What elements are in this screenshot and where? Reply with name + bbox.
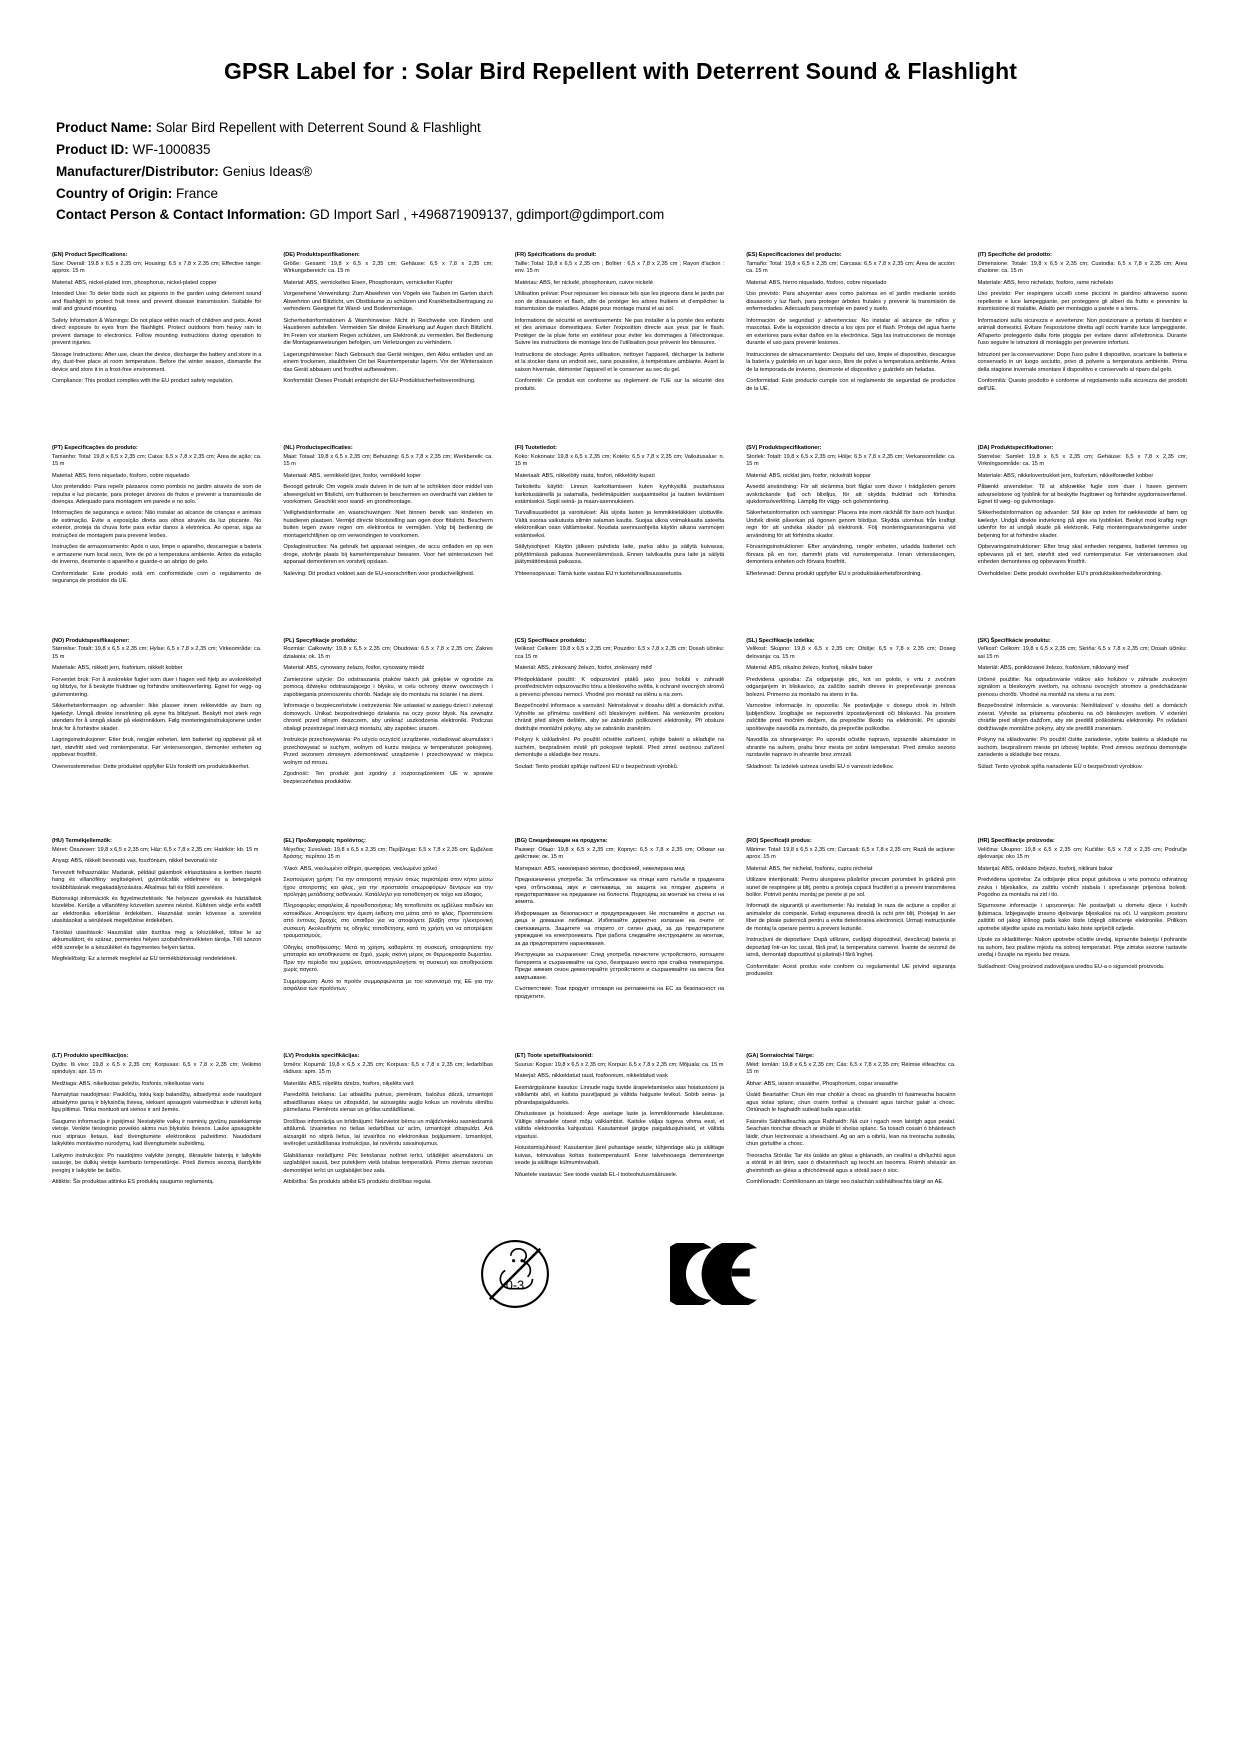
language-paragraph: Materiál: ABS, poniklované železo, fosfónium, niklovaný meď xyxy=(977,665,1129,672)
language-heading: (SL) Specifikacije izdelka: xyxy=(746,637,815,644)
language-paragraph: Conformidad: Este producto cumple con el reglamento de seguridad de productos de la UE. xyxy=(746,378,956,392)
language-heading: (ES) Especificaciones del producto: xyxy=(746,252,842,259)
language-paragraph: Materiaali: ABS, nikkelöity rauta, fosfori, nikkelöity kupari xyxy=(514,472,655,479)
language-paragraph: Úsáid Beartaithe: Chun éin mar cholúir a chosc sa ghairdín trí fuaimeacha bacainn agus solas splanc, chun crainn torthaí a chosaint agus tarchur galair a chosc. Oiriúnach le haghaidh suiteáil balla agus urláir. xyxy=(746,1092,956,1114)
language-paragraph: Οδηγίες αποθήκευσης: Μετά τη χρήση, καθαρίστε τη συσκευή, αποφορτίστε την μπαταρία και αποθηκεύστε σε ξηρό, χωρίς σκόνη μέρος σε θερμοκρασία δωματίου. Πριν την περίοδο του χειμώνα, αποσυναρμολογήστε τη συσκευή και αποθηκεύστε χωρίς παγετό. xyxy=(283,944,493,974)
language-paragraph: Ábhar: ABS, iarann snasaithe, Phosphorium, copar snasaithe xyxy=(746,1080,898,1087)
ce-marking-icon xyxy=(670,1243,762,1305)
language-paragraph: Drošības informācija un brīdinājumi: Neizvietot bērnu un mājdzīvnieku sasniedzamā attālumā. Izvairieties no tiešas iedarbības uz acīm, izmantojot zibspuldzi. Ārā aizsargāt no stiprā lietus, lai izvairītos no elektronikas bojājumiem. Izmantojot, ievērojiet uzstādīšanas instrukcijas, lai novērstu savainojumus. xyxy=(283,1118,493,1148)
language-block xyxy=(515,445,726,590)
language-block xyxy=(515,1053,726,1190)
language-row xyxy=(52,1053,1189,1212)
language-paragraph: Dydis: Iš viso: 19,8 x 6,5 x 2,35 cm; Korpusas: 6,5 x 7,8 x 2,35 cm; Veikimo spindulys: apr. 15 m xyxy=(52,1061,262,1076)
language-paragraph: Opbevaringsinstruktioner: Efter brug skal enheden rengøres, batteriet tømmes og opbevares på et tørt, støvfrit sted ved rumtemperatur. Før vintersæsonen skal enheden demonteres og opbevares frostfrit. xyxy=(977,544,1187,566)
language-paragraph: Material: ABS, vernickeltes Eisen, Phosphonium, vernickelter Kupfer xyxy=(283,279,453,286)
language-paragraph: Forventet bruk: For å avskrekke fugler som duer i hagen ved hjelp av avskrekkelyd og blitzlys, for å beskytte frukttrær og forhindre smitteoverføring. Egnet for vegg- og gulvmontering. xyxy=(52,676,262,698)
language-paragraph: Skladnost: Ta izdelek ustreza uredbi EU o varnosti izdelkov. xyxy=(746,763,894,770)
language-block xyxy=(283,1053,494,1190)
language-paragraph: Upute za skladištenje: Nakon upotrebe očistite uređaj, ispraznite bateriju i pohranite na suhom, bez prašine mjestu na sobnoj temperaturi. Prije zimske sezone rastavite uređaj i čuvajte na mjestu bez mraza. xyxy=(977,937,1187,959)
language-paragraph: Instruções de armazenamento: Após o uso, limpe o aparelho, descarregue a bateria e armazene num local seco, livre de pó a temperatura ambiente. Antes da estação de inverno, desmonte o aparelho e guarde-o ao abrigo do gelo. xyxy=(52,544,262,566)
meta-row-product-name xyxy=(56,117,1189,139)
language-paragraph: Conformitate: Acest produs este conform cu regulamentul UE privind siguranța produselor. xyxy=(746,963,956,978)
contact-value: GD Import Sarl , +496871909137, gdimport@gdimport.com xyxy=(309,207,665,223)
language-block xyxy=(283,252,494,397)
language-paragraph: Předpokládané použití: K odpuzování ptáků jako jsou holubi v zahradě prostřednictvím odpuzovacího tónu a bleskového světla, k ochraně ovocných stromů a prevenci přenosu nemocí. Vhodné pro montáž na stěnu a na zem. xyxy=(514,676,725,698)
language-paragraph: Paredzētā lietošana: Lai atbaidītu putnus, piemēram, baložus dārzā, izmantojot atbaidīšanas skaņu un zibspuldzi, lai aizsargātu augļu kokus un novērstu slimību pārnešanu. Piemērots sienas un grīdas uzstādīšanai. xyxy=(283,1092,493,1114)
language-paragraph: Säkerhetsinformation och varningar: Placera inte inom räckhåll för barn och husdjur. Undvik direkt påverkan på ögonen genom blixtljus. Skydda utomhus från kraftigt regn för att undvika skador på elektronik. Följ monteringsanvisningarna vid användning för att förhindra skador. xyxy=(746,510,956,539)
language-block xyxy=(52,838,263,1005)
language-paragraph: Faisnéis Sábháilteachta agus Rabhaidh: Ná cuir i ngach reon laistigh agus peataí. Seachain tionchar díreach ar shúile trí sholas splanc. Sa tosach cosain ó bháisteach láidir, chun leictreonaic a sheachaint. Ag an am a oibriú, lean na treoracha suiteála, chun gortuithe a chosc. xyxy=(746,1118,956,1148)
language-paragraph: Storlek: Totalt: 19,8 x 6,5 x 2,35 cm; Hölje: 6,5 x 7,8 x 2,35 cm; Verkansområde: ca. 15 m xyxy=(746,453,956,468)
language-paragraph: Istruzioni per la conservazione: Dopo l'uso pulire il dispositivo, scaricare la batteria e conservarlo in un luogo asciutto, privo di polvere a temperatura ambiente. Prima della stagione invernale smontare il dispositivo e conservarlo al riparo dal gelo. xyxy=(977,351,1187,373)
language-paragraph: Conformità: Questo prodotto è conforme al regolamento sulla sicurezza dei prodotti dell'UE. xyxy=(977,378,1187,392)
language-block xyxy=(978,838,1189,1005)
language-paragraph: Avsedd användning: För att skrämma bort fåglar som duvor i trädgården genom avskräckande ljud och blixtljus, för att skydda fruktträd och förhindra sjukdomsöverföring. Lämplig för vägg- och golvmontering. xyxy=(746,484,956,505)
language-paragraph: Предназначена употреба: За отблъскване на птици като гълъби в градината чрез отблъскващ звук и светкавица, за защита на плодни дървета и предотвратяване на предаване на болести. Подходящ за монтаж на стена и на земята. xyxy=(514,877,725,906)
language-paragraph: Información de seguridad y advertencias: No instalar al alcance de niños y mascotas. Evite la exposición directa a los ojos por el flash. Proteja del agua fuerte en exteriores para evitar daños en la electrónica. Siga las instrucciones de montaje durante el uso para prevenir lesiones. xyxy=(746,317,956,347)
language-paragraph: Predvidena uporaba: Za odganjanje ptic, kot so golobi, v vrtu z zvočnim odganjanjem in bliskavico, za zaščito sadnih dreves in preprečevanje prenosa bolezni. Primerno za montažo na steno in tla. xyxy=(746,676,956,698)
language-paragraph: Suurus: Kogus: 19,8 x 6,5 x 2,35 cm; Korpus: 6,5 x 7,8 x 2,35 cm; Mõjuala: ca. 15 m xyxy=(514,1061,724,1068)
language-heading: (HR) Specifikacije proizvoda: xyxy=(977,838,1055,845)
language-paragraph: Soulad: Tento produkt splňuje nařízení EU o bezpečnosti výrobků. xyxy=(514,763,679,770)
language-paragraph: Hoiustamisjuhised: Kasutamise järel puhastage seade, tühjendage aku ja säilitage kuivas, tolmuvabas kohas toatemperatuuril. Enne talvehooaega demonteerige seade ja säilitage külmumisvabalt. xyxy=(514,1145,725,1167)
language-paragraph: Numatytas naudojimas: Paukščių, tokių kaip balandžių, atbaidymui sode naudojant atbaidymo garsą ir blyksinčią šviesą, siekiant apsaugoti vaismedžius ir užkirsti kelią ligų plitimui. Tinka montuoti ant sienos ir ant žemės. xyxy=(52,1092,262,1114)
language-paragraph: Atitiktis: Šis produktas atitinka ES produktų saugumo reglamentą. xyxy=(52,1179,214,1186)
language-paragraph: Инструкции за съхранение: След употреба почистете устройството, изтощете батерията и съхранявайте на сухо, безпрашно място при стайна температура. Преди зимния сезон демонтирайте устройството и съхранявайте на места без замръзване. xyxy=(514,952,725,981)
language-paragraph: Uso previsto: Per respingere uccelli come piccioni in giardino attraverso suono repellente e luce lampeggiante, per proteggere gli alberi da frutto e prevenire la trasmissione di malattie. Adatto per montaggio a parete e a terra. xyxy=(977,291,1187,313)
country-value: France xyxy=(176,185,219,201)
language-block xyxy=(283,445,494,590)
language-paragraph: Συμμόρφωση: Αυτό το προϊόν συμμορφώνεται με τον κανονισμό της ΕΕ για την ασφάλεια των προϊόντων. xyxy=(283,978,493,993)
product-name-label: Product Name: xyxy=(56,120,153,136)
language-paragraph: Medžiaga: ABS, nikeliuotas geležis, fosfonis, nikeliuotas varis xyxy=(52,1080,205,1087)
language-heading: (LT) Produkto specifikacijos: xyxy=(52,1053,129,1060)
language-block xyxy=(746,1053,957,1190)
language-paragraph: Størrelse: Totalt: 19,8 x 6,5 x 2,35 cm; Hylse: 6,5 x 7,8 x 2,35 cm; Virkeområde: ca. 15 m xyxy=(52,646,262,660)
language-paragraph: Efterlevnad: Denna produkt uppfyller EU:s produktsäkerhetsförordning. xyxy=(746,570,922,577)
language-paragraph: Lagringsinstruksjoner: Etter bruk, rengjør enheten, lørn batteriet og oppbevar på et tørt, støvfritt sted ved romtemperatur. Før vintersesongen, demonter enheten og oppbevar frostfritt. xyxy=(52,737,262,759)
language-paragraph: Sicherheitsinformationen & Warnhinweise: Nicht in Reichweite von Kindern und Haustieren aufstellen. Vermeiden Sie direkte Einwirkung auf Augen durch Blitzlicht. Im Freien vor starkem Regen schützen, um Elektronik zu vermeiden. Bei Bedienung die Montageanweisungen befolgen, um Verletzungen zu verhindern. xyxy=(283,317,493,347)
language-paragraph: Velikost: Celkem: 19,8 x 6,5 x 2,35 cm; Pouzdro: 6,5 x 7,8 x 2,35 cm; Dosah účinku: cca 15 m xyxy=(514,646,725,660)
language-paragraph: Varnostne informacije in opozorila: Ne postavljajte v dosegu otrok in hišnih ljubljenčkov. Izogibajte se neposredni izpostavljenosti oči bliskavici. Na prostem zaščitite pred močnim dežjem, da preprečite škodo na elektroniki. Pri uporabi upoštevajte navodila za montažo, da preprečite poškodbe. xyxy=(746,703,956,732)
language-paragraph: Určené použitie: Na odpudzovanie vtákov ako holubov v záhrade zvukovým signálom a bleskovým svetlom, na ochranu ovocných stromov a predchádzanie prenosu chorôb. Vhodné na montáž na stenu a na zem. xyxy=(977,676,1187,698)
language-paragraph: Material: ABS, fier nichelat, fosfoniu, cupru nichelat xyxy=(746,865,873,872)
language-paragraph: Bezpečnostné informácie a varovania: Neinštalovať v dosahu detí a domácich zvierat. Vyhnite sa priamemu pôsobeniu na oči bleskovým svetlom. V exteriéri chráňte pred silným dažďom, aby ste predišli poškodeniu elektroniky. Pri ovládaní dodržiavajte montážne pokyny, aby ste predišli zraneniam. xyxy=(977,703,1187,732)
language-block xyxy=(746,252,957,397)
language-paragraph: Materiale: ABS, nikkelt jern, fosforium, nikkelt kobber xyxy=(52,665,183,672)
language-paragraph: Utilisation prévue: Pour repousser les oiseaux tels que les pigeons dans le jardin par son de dissuasion et flash, afin de protéger les arbres fruitiers et d'empêcher la transmission de maladies. Adapté pour montage mural et au sol. xyxy=(514,291,725,313)
language-paragraph: Πληροφορίες ασφαλείας & προειδοποιήσεις: Μη τοποθετείτε σε εμβέλεια παιδιών και κατοικίδιων. Αποφεύγετε την άμεση έκθεση στα μάτια από το φλας. Προστατεύστε από έντονες βροχές στο ύπαιθρο για να αποφύγετε βλάβη στην ηλεκτρονική συσκευή. Ακολουθήστε τις οδηγίες τοποθέτησης κατά τη χρήση για να αποτρέψετε τραυματισμούς. xyxy=(283,903,493,940)
language-paragraph: Informations de sécurité et avertissements: Ne pas installer à la portée des enfants et des animaux domestiques. Éviter l'exposition directe aux yeux par le flash. Protéger de la pluie forte en extérieur pour éviter les dommages à l'électronique. Suivre les instructions de montage lors de l'utilisation pour prévenir les blessures. xyxy=(514,317,725,347)
language-paragraph: Conformité: Ce produit est conforme au règlement de l'UE sur la sécurité des produits. xyxy=(514,378,725,392)
language-block xyxy=(978,252,1189,397)
language-block xyxy=(52,1053,263,1190)
language-paragraph: Navodila za shranjevanje: Po uporabi očistite napravo, izpraznite akumulator in shranite na suhem, prahu brez mesta pri sobni temperaturi. Pred zimsko sezono razstavite napravo in shranite brez zmrzali. xyxy=(746,737,956,759)
language-paragraph: Tamanho: Total: 19,8 x 6,5 x 2,35 cm; Caixa: 6,5 x 7,8 x 2,35 cm; Área de ação: ca. 15 m xyxy=(52,453,262,468)
language-paragraph: Materijal: ABS, oniklano željezo, fosforij, niklirani bakar xyxy=(977,865,1113,872)
language-paragraph: Ohutusteave ja hoiatused: Ärge asetage laste ja lemmikloomade käeulatusse. Vältige silmadele otsest mõju välklambist. Kaitske väljas tugeva vihma eest, et vältida elektroonika kahjustusi. Kasutamisel järgige paigaldusjuhiseid, et vältida vigastusi. xyxy=(514,1111,725,1140)
language-heading: (DA) Produktspecifikationer: xyxy=(977,445,1054,452)
language-row xyxy=(52,638,1189,812)
language-paragraph: Laikymo instrukcijos: Po naudojimo valykite įrenginį, iškraukite bateriją ir laikykite sausoje, be dulkių vietoje kambario temperatūroje. Prieš žiemos sezoną išardykite įrenginį ir laikykite be šalčio. xyxy=(52,1152,262,1174)
language-paragraph: Glabāšanas norādījumi: Pēc lietošanas notīriet ierīci, izlādējiet akumulatoru un uzglabājiet sausā, bez putekļiem vietā istabas temperatūrā. Pirms ziemas sezonas demontējiet ierīci un uzglabājiet bez sala. xyxy=(283,1152,493,1174)
language-block xyxy=(515,638,726,790)
meta-row-contact xyxy=(56,204,1189,226)
language-paragraph: Turvallisuustiedot ja varoitukset: Älä sijoita lasten ja lemmikkieläkkien ulottuville. Vältä suoraa vaikutusta silmiin salaman kautta. Suojaa ulkoa voimakkaalta sateelta elektroniikan osan vältämiseksi. Noudata asennusohjeita käytön aikana vammojen estämiseksi. xyxy=(514,510,725,539)
language-paragraph: Biztonsági információk és figyelmeztetések: Ne helyezze gyerekek és háziállatok közelébe. Kerülje a villanófény közvetlen szemre nézést. Kültéren védje erős esőtől az elektronika elkerülése érdekében. Használat során kövesse a szerelési utasításokat a sérülések megelőzése érdekében. xyxy=(52,895,262,925)
language-heading: (DE) Produktspezifikationen: xyxy=(283,252,360,259)
language-paragraph: Koko: Kokonais: 19,8 x 6,5 x 2,35 cm; Kotelo: 6,5 x 7,8 x 2,35 cm; Vaikutusalue: n. 15 m xyxy=(514,453,725,468)
language-paragraph: Mărime: Total: 19,8 x 6,5 x 2,35 cm; Carcasă: 6,5 x 7,8 x 2,35 cm; Rază de acțiune: aprox. 15 m xyxy=(746,846,956,861)
language-paragraph: Méid: Iomlán: 19,8 x 6,5 x 2,35 cm; Cás: 6,5 x 7,8 x 2,35 cm; Réimse éifeachta: ca. 15 m xyxy=(746,1061,956,1076)
not-for-children-under-3-icon xyxy=(480,1239,550,1309)
language-block xyxy=(978,638,1189,790)
language-paragraph: Material: ABS, ferro niquelado, fósforo, cobre niquelado xyxy=(52,472,190,479)
language-paragraph: Uso pretendido: Para repelir pássaros como pombos no jardim através de som de repulsa e luz piscante, para proteger árvores de frutos e prevenir a transmissão de doenças. Adequado para montagem em parede e no solo. xyxy=(52,484,262,505)
language-paragraph: Matériau: ABS, fer nickelé, phosphonium, cuivre nickelé xyxy=(514,279,653,286)
language-paragraph: Materiale: ABS, nikkelovertrukket jern, fosforium, nikkelforædlet kobber xyxy=(977,472,1154,479)
language-paragraph: Lagerungshinweise: Nach Gebrauch das Gerät reinigen, den Akku entladen und an einem trockenen, staubfreien Ort bei Raumtemperatur lagern. Vor der Wintersaison das Gerät abbauen und frostfrei aufbewahren. xyxy=(283,351,493,373)
language-paragraph: Instructions de stockage: Après utilisation, nettoyer l'appareil, décharger la batterie et la stocker dans un endroit sec, sans poussière, à température ambiante. Avant la saison hivernale, démonter l'appareil et le conserver au sec du gel. xyxy=(514,351,725,373)
language-paragraph: Materiał: ABS, cynowany żelazo, fosfor, cynowany miedź xyxy=(283,665,425,672)
language-paragraph: Tárolási utasítások: Használat után tisztítsa meg a készüléket, töltse le az akkumulátort, és száraz, pormentes helyen szobahőmérsékleten tárolja. Téli szezon előtt szerelje le a készüléket és fagymentes helyen tartsa. xyxy=(52,929,262,951)
language-paragraph: Zgodność: Ten produkt jest zgodny z rozporządzeniem UE w sprawie bezpieczeństwa produktów. xyxy=(283,771,493,785)
meta-row-country xyxy=(56,183,1189,205)
language-block xyxy=(978,445,1189,590)
language-paragraph: Informazioni sulla sicurezza e avvertenze: Non posizionare a portata di bambini e animali domestici. Evitare l'esposizione diretta agli occhi tramite luce lampeggiante. All'aperto proteggerlo dalla forte pioggia per evitare danni all'elettronica. Durante l'uso seguire le istruzioni di montaggio per prevenire infortuni. xyxy=(977,317,1187,347)
language-row xyxy=(52,445,1189,612)
language-block xyxy=(283,638,494,790)
language-heading: (FR) Spécifications du produit: xyxy=(514,252,597,259)
language-heading: (PT) Especificações do produto: xyxy=(52,445,138,452)
language-block xyxy=(52,445,263,590)
language-paragraph: Förvaringsinstruktioner: Efter användning, rengör enheten, urladda batteriet och förvara på en torr, dammfri plats vid rumstemperatur. Innan vintersäsongen, demontera enheten och förvara frostfritt. xyxy=(746,544,956,566)
language-paragraph: Izmērs: Kopumā: 19,8 x 6,5 x 2,35 cm; Korpuss: 6,5 x 7,8 x 2,35 cm; Iedarbības rādiuss: apm. 15 m xyxy=(283,1061,493,1076)
language-paragraph: Materiale: ABS, ferro nichelato, fosforo, rame nichelato xyxy=(977,279,1114,286)
language-paragraph: Tervezett felhasználás: Madarak, például galambok elriasztására a kertben riasztó hang és villanófény segítségével, gyümölcsfák védelmére és a betegségek továbbításának megakadályozására. Alkalmas fali és földi szerelésre. xyxy=(52,869,262,891)
language-paragraph: Материал: ABS, никелирано желязо, фосфоний, никелирана мед xyxy=(514,865,685,872)
language-paragraph: Sigurnosne informacije i upozorenja: Ne postavljati u dometu djece i kućnih ljubimaca. Izbjegavajte izravno djelovanje bljeskalice na oči. U vanjskom prostoru zaštititi od jakog kišnog pada kako biste izbjegli oštećenje elektronike. Prilikom upotrebe slijedite upute za montažu kako biste spriječili ozljede. xyxy=(977,903,1187,932)
product-name-value: Solar Bird Repellent with Deterrent Sound & Flashlight xyxy=(155,120,481,136)
language-heading: (CS) Specifikace produktu: xyxy=(514,637,587,644)
language-paragraph: Beoogd gebruik: Om vogels zoals duiven in de tuin af te schrikken door middel van afweergeluid en flitslicht, om fruitbomen te beschermen en overdracht van ziekten te voorkomen. Geschikt voor wand- en grondmontage. xyxy=(283,484,493,505)
language-paragraph: Informații de siguranță și avertismente: Nu instalați în raza de acțiune a copiilor și animalelor de companie. Evitați expunerea directă la ochi prin bliț. Protejați în aer liber de ploaie puternică pentru a evita deteriorarea electronicii. Urmați instrucțiunile de montaj la operare pentru a preveni leziunile. xyxy=(746,903,956,932)
language-heading: (LV) Produkta specifikācijas: xyxy=(283,1053,360,1060)
language-heading: (NO) Produktspesifikasjoner: xyxy=(52,637,130,644)
meta-row-product-id xyxy=(56,139,1189,161)
language-paragraph: Opslaginstructies: Na gebruik het apparaat reinigen, de accu ontladen en op een droge, stofvrije plaats bij kamertemperatuur bewaren. Voor het winterseizoen het apparaat demonteren en vorstvrij opslaan. xyxy=(283,544,493,566)
language-heading: (SV) Produktspecifikationer: xyxy=(746,445,822,452)
language-paragraph: Treoracha Stórála: Tar éis úsáide an gléas a ghlanadh, an ceallraí a dhíluchtú agus a stóráil in áit tirim, saor ó dhéanmhach ag teocht an tseomra. Roimh shéasúr an gheimhridh an gléas a dhíchóimeáil agus a stóráil saor ó sioc. xyxy=(746,1152,956,1174)
language-paragraph: Veiligheidsinformatie en waarschuwingen: Niet binnen bereik van kinderen en huisdieren plaatsen. Vermijd directe blootstelling aan ogen door flitslicht. Bescherm buiten tegen zware regen om elektronica te vermijden. Volg bij bediening de montagerichtlijnen op om verwondingen te voorkomen. xyxy=(283,510,493,539)
language-heading: (NL) Productspecificaties: xyxy=(283,445,353,452)
language-heading: (RO) Specificații produs: xyxy=(746,838,812,845)
language-paragraph: Informações de segurança e avisos: Não instalar ao alcance de crianças e animais de estimação. Evite a exposição direta aos olhos através da luz piscante. No exterior, proteja da chuva forte para evitar danos à eletrónica. Ao operar, siga as instruções de montagem para prevenir lesões. xyxy=(52,510,262,539)
language-paragraph: Compliance: This product complies with the EU product safety regulation. xyxy=(52,378,234,385)
language-paragraph: Megfelelőség: Ez a termék megfelel az EU termékbiztonsági rendeletének. xyxy=(52,956,237,963)
language-block xyxy=(746,445,957,590)
language-paragraph: Größe: Gesamt: 19,8 x 6,5 x 2,35 cm; Gehäuse: 6,5 x 7,8 x 2,35 cm; Wirkungsbereich: ca. 15 m xyxy=(283,260,493,275)
contact-label: Contact Person & Contact Information: xyxy=(56,207,306,223)
language-paragraph: Uso previsto: Para ahuyentar aves como palomas en el jardín mediante sonido disuasorio y luz flash, para proteger árboles frutales y prevenir la transmisión de enfermedades. Adecuado para montaje en pared y suelo. xyxy=(746,291,956,313)
language-paragraph: Zamierzone użycie: Do odstraszania ptaków takich jak gołębie w ogrodzie za pomocą dźwięku odstraszającego i błysku, w celu ochrony drzew owocowych i zapobiegania przenoszeniu chorób. Nadaje się do montażu na ścianie i na ziemi. xyxy=(283,676,493,698)
language-heading: (EN) Product Specifications: xyxy=(52,252,128,259)
age-range-text: 0-3 xyxy=(505,1277,524,1292)
language-heading: (SK) Špecifikácie produktu: xyxy=(977,637,1051,644)
language-paragraph: Súlad: Tento výrobok spĺňa nariadenie EÚ o bezpečnosti výrobkov. xyxy=(977,763,1143,770)
language-block xyxy=(746,838,957,1005)
language-heading: (PL) Specyfikacje produktu: xyxy=(283,637,358,644)
language-paragraph: Saugumo informacija ir įspėjimai: Nestatykite vaikų ir naminių gyvūnų pasiekiamoje vietoje. Venkite tiesioginio poveikio akims nuo blykstės šviesos. Lauke apsaugokite nuo stipraus lietaus, kad išvengtumėte elektronikos pažeidimo. Naudodami laikykitės montavimo nurodymų, kad išvengtumėte sužeidimų. xyxy=(52,1118,262,1148)
language-heading: (FI) Tuotetiedot: xyxy=(514,445,557,452)
language-paragraph: Naleving: Dit product voldoet aan de EU-voorschriften voor productveiligheid. xyxy=(283,570,475,577)
language-row xyxy=(52,252,1189,419)
language-paragraph: Yhteensopivuus: Tämä tuote vastaa EU:n tuoteturvallisuusasetusta. xyxy=(514,570,683,577)
language-paragraph: Méret: Összesen: 19,8 x 6,5 x 2,35 cm; Ház: 6,5 x 7,8 x 2,35 cm; Hatókör: kb. 15 m xyxy=(52,846,259,853)
language-paragraph: Velikost: Skupno: 19,8 x 6,5 x 2,35 cm; Ohišje: 6,5 x 7,8 x 2,35 cm; Doseg delovanja: ca. 15 m xyxy=(746,646,956,660)
language-paragraph: Instrucțiuni de depozitare: După utilizare, curățați dispozitivul, descărcați bateria și depozitați într-un loc uscat, fără praf, la temperatura camerei. Înainte de sezonul de iarnă, demontați dispozitivul și păstrați-l fără îngheț. xyxy=(746,937,956,959)
language-paragraph: Taille: Total: 19,8 x 6,5 x 2,35 cm ; Boîtier : 6,5 x 7,8 x 2,35 cm ; Rayon d'action : env. 15 m xyxy=(514,260,725,275)
language-paragraph: Påtænkt anvendelse: Til at afskrække fugle som duer i haven gennem advarselstone og lysblink for at beskytte frugttræer og forhindre sygdomsoverførsel. Egnet til væg- og gulvmontage. xyxy=(977,484,1187,505)
language-block xyxy=(515,838,726,1005)
language-block xyxy=(52,638,263,790)
language-block xyxy=(746,638,957,790)
language-paragraph: Material: ABS, nickel-plated iron, phosphorus, nickel-plated copper xyxy=(52,279,217,286)
language-paragraph: Materiál: ABS, zinkovaný železo, fosfor, zinkovaný měď xyxy=(514,665,652,672)
language-paragraph: Material: ABS, nikalno železo, fosforij, nikalni baker xyxy=(746,665,873,672)
meta-row-manufacturer xyxy=(56,161,1189,183)
language-paragraph: Størrelse: Samlet: 19,8 x 6,5 x 2,35 cm; Gehäuse: 6,5 x 7,8 x 2,35 cm; Virkningsområde: ca. 15 m xyxy=(977,453,1187,468)
language-paragraph: Materiāls: ABS, niķelēts dzelzs, fosfors, niķelēts varš xyxy=(283,1080,414,1087)
language-paragraph: Material: ABS, hierro niquelado, fósforo, cobre niquelado xyxy=(746,279,887,286)
manufacturer-label: Manufacturer/Distributor: xyxy=(56,163,219,179)
language-paragraph: Veľkosť: Celkom: 19,8 x 6,5 x 2,35 cm; Skriňa: 6,5 x 7,8 x 2,35 cm; Dosah účinku: asi 15 m xyxy=(977,646,1187,660)
product-meta xyxy=(56,117,1189,226)
language-paragraph: Bezpečnostní informace a varování: Neinstalovat v dosahu dětí a domácích zvířat. Vyhněte se přímému osvětlení očí bleskovým světlem. Na venkovním prostoru chránit před silným deštěm, aby se zabránilo poškození elektroniky. Při obsluze dodržujte montážní pokyny, aby se zabránilo zraněním. xyxy=(514,703,725,732)
language-paragraph: Material: ABS, nicklat järn, fosfor, nickelrätt koppar xyxy=(746,472,871,479)
language-paragraph: Instrucciones de almacenamiento: Después del uso, limpie el dispositivo, descargue la batería y guárdelo en un lugar seco, libre de polvo a temperatura ambiente. Antes de la temporada de invierno, desmonte el dispositivo y guárdelo sin heladas. xyxy=(746,351,956,373)
language-paragraph: Pokyny na skladovanie: Po použití čistite zariadenie, vybite batériu a skladujte na suchom, bezprašnom mieste pri izbovej teplote. Pred zimnou sezónou demontujte zariadenie a skladujte bez mrazu. xyxy=(977,737,1187,759)
language-paragraph: Sikkerhetsinformasjon og advarsler: Ikke plasser innen rekkevidde av barn og kjæledyr. Unngå direkte innvirkning på øyne fra blitzlyset. Beskytt mot sterk regn utendørs for å unngå skade på elektronikken. Følg monteringsinstruksjonene under bruk for å forhindre skader. xyxy=(52,703,262,732)
language-paragraph: Intended Use: To deter birds such as pigeons in the garden using deterrent sound and flashlight to protect fruit trees and prevent disease transmission. Suitable for wall and ground mounting. xyxy=(52,291,262,313)
language-block xyxy=(515,252,726,397)
language-paragraph: Informacje o bezpieczeństwie i ostrzeżenia: Nie ustawiać w zasięgu dzieci i zwierząt domowych. Unikać bezpośredniego działania na oczy przez błysk. Na zewnątrz chronić przed silnym deszczem, aby uniknąć uszkodzenia elektroniki. Podczas obsługi przestrzegać instrukcji montażu, aby zapobiec urazom. xyxy=(283,703,493,732)
language-sections xyxy=(52,252,1189,1212)
language-heading: (EL) Προδιαγραφές προϊόντος: xyxy=(283,838,366,845)
language-paragraph: Nõuetele vastavus: See toode vastab EL-i tooteohutusmäärusele. xyxy=(514,1171,678,1178)
language-block xyxy=(283,838,494,1005)
footer-icons xyxy=(52,1239,1189,1323)
language-paragraph: Информация за безопасност и предупреждения: Не поставяйте в достъп на деца и домашни любимци. Избягвайте директно излагане на очите от светкавицата. Защитете на открито от силен дъжд, за да предотвратите увреждане на електрониката. При работа следвайте инструкциите за монтаж, за да предотвратите наранявания. xyxy=(514,910,725,947)
product-id-value: WF-1000835 xyxy=(132,141,211,157)
language-paragraph: Dimensione: Totale: 19,8 x 6,5 x 2,35 cm; Custodia: 6,5 x 7,8 x 2,35 cm; Area d'azione: ca. 15 m xyxy=(977,260,1187,275)
language-paragraph: Instrukcje przechowywania: Po użyciu oczyścić urządzenie, rozładować akumulator i przechowywać w suchym, wolnym od kurzu miejscu w temperaturze pokojowej. Przed sezonem zimowym zdemontować urządzenie i przechowywać w miejscu wolnym od mrozu. xyxy=(283,737,493,766)
language-heading: (HU) Termékjellemzők: xyxy=(52,838,112,845)
language-paragraph: Tamaño: Total: 19,8 x 6,5 x 2,35 cm; Carcasa: 6,5 x 7,8 x 2,35 cm; Área de acción: ca. 15 m xyxy=(746,260,956,275)
language-heading: (GA) Sonraíochtaí Táirge: xyxy=(746,1053,814,1060)
manufacturer-value: Genius Ideas® xyxy=(222,163,313,179)
language-paragraph: Sukladnost: Ovaj proizvod zadovoljava uredbu EU-a o sigurnosti proizvoda. xyxy=(977,963,1165,970)
language-paragraph: Storage Instructions: After use, clean the device, discharge the battery and store in a dry, dust-free place at room temperature. Before the winter season, dismantle the device and store it in a frost-free environment. xyxy=(52,351,262,373)
language-paragraph: Overholdelse: Dette produkt overholder EU's produktsikkerhedsforordning. xyxy=(977,570,1163,577)
language-paragraph: Overensstemmelse: Dette produktet oppfyller EUs forskrift om produktsikkerhet. xyxy=(52,763,250,770)
language-paragraph: Säilytysohjeet: Käytön jälkeen puhdista laite, purka akku ja säilytä kuivassa, pölyttömässä paikassa huoneenlämmössä. Ennen talvikautta pura laite ja säilytä jäätymättömässä paikassa. xyxy=(514,544,725,566)
language-paragraph: Pokyny k uskladnění: Po použití očistěte zařízení, vybijte baterii a skladujte na suchém, bezprašném místě při pokojové teplotě. Před zimní sezónou zařízení demontujte a skladujte bez mrazu. xyxy=(514,737,725,759)
language-paragraph: Sikkerhedsinformation og advarsler: Stil ikke op inden for rækkevidde af børn og kæledyr. Undgå direkte indvirkning på øjne via lysblinket. Beskyt mod kraftig regn udenfor for at undgå skade på elektronik. Følg monteringsanvisningerne under betjening for at forhindre skader. xyxy=(977,510,1187,539)
language-paragraph: Съответствие: Този продукт отговаря на регламента на ЕС за безопасност на продуктите. xyxy=(514,986,725,1000)
language-paragraph: Υλικό: ABS, νικελωμένο σίδηρο, φωσφόριο, νικελωμένο χαλκό xyxy=(283,865,438,872)
language-heading: (IT) Specifiche del prodotto: xyxy=(977,252,1052,259)
language-heading: (ET) Toote spetsifikatsioonid: xyxy=(514,1053,594,1060)
language-paragraph: Μέγεθος: Συνολικά: 19,8 x 6,5 x 2,35 cm; Περίβλημα: 6,5 x 7,8 x 2,35 cm; Εμβέλεια δράσης: περίπου 15 m xyxy=(283,846,493,861)
language-paragraph: Eesmärgipärane kasutus: Linnude nagu tuvide ärapeletamiseks aias hoiatustooni ja välklambi abil, et kaitsta puuviljapuid ja vältida haiguste levikut. Sobib seina- ja põrandapaigalduseks. xyxy=(514,1084,725,1106)
language-paragraph: Utilizare intenționată: Pentru alungarea păsărilor precum porumbeii în grădină prin sunet de respingere și bliț, pentru a proteja copacii fructiferi și a preveni transmiterea bolilor. Potrivit pentru montaj pe perete și pe sol. xyxy=(746,877,956,898)
language-paragraph: Rozmiar: Całkowity: 19,8 x 6,5 x 2,35 cm; Obudowa: 6,5 x 7,8 x 2,35 cm; Zakres działania: ok. 15 m xyxy=(283,646,493,660)
language-paragraph: Размер: Общо: 19,8 x 6,5 x 2,35 cm; Корпус: 6,5 x 7,8 x 2,35 cm; Обхват на действие: ок. 15 m xyxy=(514,846,725,861)
language-paragraph: Vorgesehene Verwendung: Zum Abwehren von Vögeln wie Tauben im Garten durch Abwehrton und Blitzlicht, um Obstbäume zu schützen und Krankheitsübertragung zu verhindern. Geeignet für Wand- und Bodenmontage. xyxy=(283,291,493,313)
language-paragraph: Anyag: ABS, nikkelt bevonatú vas, foszfónium, nikkel bevonatú réz xyxy=(52,858,218,865)
language-paragraph: Comhlíonadh: Comhlíonann an táirge seo rialachán sábháilteachta táirgí an AE. xyxy=(746,1179,944,1186)
language-paragraph: Size: Overall: 19.8 x 6.5 x 2.35 cm; Housing: 6.5 x 7.8 x 2.35 cm; Effective range: approx. 15 m xyxy=(52,260,262,275)
language-paragraph: Veličina: Ukupno: 19,8 x 6,5 x 2,35 cm; Kućište: 6,5 x 7,8 x 2,35 cm; Područje djelovanja: oko 15 m xyxy=(977,846,1187,861)
language-paragraph: Tarkoitettu käyttö: Linnun karkottamiseen kuten kyyhkysiltä puutarhassa karkotusäänellä ja salamalla, hedelmäpuiden suojaamiseksi ja tautien leviämisen estämiseksi. Sopii seinä- ja maan-asennukseen. xyxy=(514,484,725,505)
language-heading: (BG) Спецификации на продукта: xyxy=(514,838,608,845)
country-label: Country of Origin: xyxy=(56,185,173,201)
language-block xyxy=(52,252,263,397)
language-paragraph: Atbilstība: Šis produkts atbilst ES produktu drošības regulai. xyxy=(283,1179,432,1186)
language-paragraph: Konformität: Dieses Produkt entspricht der EU-Produktsicherheitsverordnung. xyxy=(283,378,476,385)
language-paragraph: Materjal: ABS, nikkeldatud raud, fosfoonium, nikkeldatud vask xyxy=(514,1073,668,1080)
language-paragraph: Materiaal: ABS, vernikkeld ijzer, fosfor, vernikkeld koper xyxy=(283,472,421,479)
page-title: GPSR Label for : Solar Bird Repellent with Deterrent Sound & Flashlight xyxy=(223,58,1017,84)
language-paragraph: Maat: Totaal: 19,8 x 6,5 x 2,35 cm; Behuizing: 6,5 x 7,8 x 2,35 cm; Werkbereik: ca. 15 m xyxy=(283,453,493,468)
language-paragraph: Safety Information & Warnings: Do not place within reach of children and pets. Avoid direct exposure to eyes from the flashlight. Protect outdoors from heavy rain to prevent damage to electronics. Follow mounting instructions during operation to prevent injuries. xyxy=(52,317,262,347)
language-paragraph: Σκοπούμενη χρήση: Για την αποτροπή πτηνών όπως περιστέρια στον κήπο μέσω ήχου αποτροπής και φλας, για την προστασία οπωροφόρων δέντρων και την πρόληψη μετάδοσης ασθενειών. Κατάλληλο για τοποθέτηση σε τοίχο και έδαφος. xyxy=(283,877,493,898)
language-paragraph: Predviđena upotreba: Za odbijanje ptica poput golubova u vrtu pomoću odvratnog zvuka i bljeskalice, za zaštitu voćnih stabala i sprečavanje prijenosa bolesti. Pogodno za montažu na zid i tlo. xyxy=(977,877,1187,898)
language-paragraph: Conformidade: Este produto está em conformidade com o regulamento de segurança de produtos da UE. xyxy=(52,570,262,585)
product-id-label: Product ID: xyxy=(56,141,129,157)
language-row xyxy=(52,838,1189,1027)
